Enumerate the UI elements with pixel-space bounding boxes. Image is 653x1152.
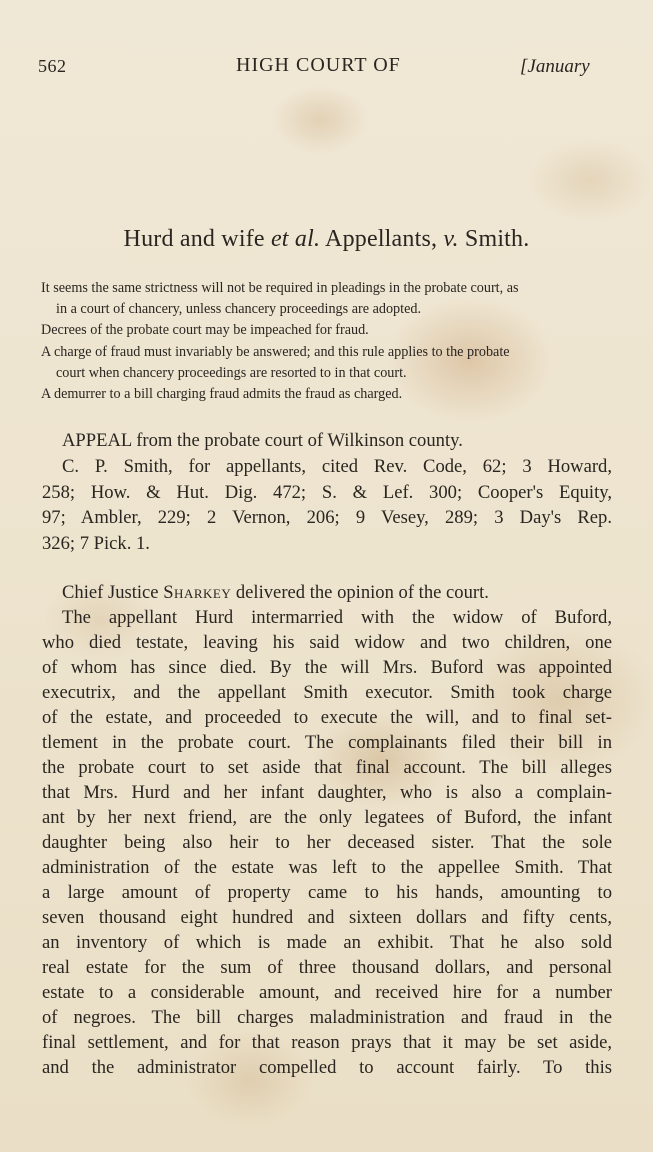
- opinion-line: real estate for the sum of three thousand dollars, and personal: [42, 957, 612, 978]
- opinion-line: final settlement, and for that reason prays that it may be set aside,: [42, 1032, 612, 1053]
- headnote-line: It seems the same strictness will not be required in pleadings in the probate court, as: [41, 280, 519, 296]
- opinion-line: an inventory of which is made an exhibit. That he also sold: [42, 932, 612, 953]
- running-head-court: HIGH COURT OF: [236, 54, 401, 76]
- justice-name: Sharkey: [163, 582, 232, 603]
- opinion-line: ant by her next friend, are the only legatees of Buford, the infant: [42, 807, 612, 828]
- headnote-line: Decrees of the probate court may be impeached for fraud.: [41, 322, 369, 338]
- opinion-line: of whom has since died. By the will Mrs. Buford was appointed: [42, 657, 612, 678]
- appeal-line: 97; Ambler, 229; 2 Vernon, 206; 9 Vesey, 289; 3 Day's Rep.: [42, 507, 612, 528]
- case-title-et-al: et al.: [270, 226, 321, 252]
- appeal-line: C. P. Smith, for appellants, cited Rev. Code, 62; 3 Howard,: [62, 456, 612, 477]
- case-title-versus: v.: [443, 226, 459, 252]
- opinion-line: and the administrator compelled to account fairly. To this: [42, 1057, 612, 1078]
- opinion-line: of negroes. The bill charges maladministration and fraud in the: [42, 1007, 612, 1028]
- running-head-month: [January: [520, 56, 590, 77]
- opinion-line: daughter being also heir to her deceased sister. That the sole: [42, 832, 612, 853]
- headnote-line: court when chancery proceedings are resorted to in that court.: [56, 365, 407, 381]
- headnote-line: in a court of chancery, unless chancery proceedings are adopted.: [56, 301, 422, 317]
- opinion-line: the probate court to set aside that final account. The bill alleges: [42, 757, 612, 778]
- opinion-line: that Mrs. Hurd and her infant daughter, who is also a complain-: [42, 782, 612, 803]
- headnote-line: A charge of fraud must invariably be answered; and this rule applies to the probate: [41, 344, 510, 360]
- appeal-line: APPEAL from the probate court of Wilkinson county.: [62, 430, 463, 451]
- opinion-line: a large amount of property came to his hands, amounting to: [42, 882, 612, 903]
- opinion-line: estate to a considerable amount, and received hire for a number: [42, 982, 612, 1003]
- opinion-line: who died testate, leaving his said widow and two children, one: [42, 632, 612, 653]
- headnote-line: A demurrer to a bill charging fraud admits the fraud as charged.: [41, 386, 403, 402]
- case-title: [0, 226, 653, 253]
- opinion-intro-before: Chief Justice: [62, 582, 164, 603]
- appeal-line: 258; How. & Hut. Dig. 472; S. & Lef. 300; Cooper's Equity,: [42, 482, 612, 503]
- opinion-line: tlement in the probate court. The complainants filed their bill in: [42, 732, 612, 753]
- page-number: 562: [38, 56, 67, 76]
- opinion-line: executrix, and the appellant Smith executor. Smith took charge: [42, 682, 612, 703]
- opinion-line: of the estate, and proceeded to execute the will, and to final set-: [42, 707, 612, 728]
- opinion-intro-after: delivered the opinion of the court.: [231, 582, 489, 603]
- opinion-intro: [62, 580, 489, 605]
- case-title-appellants: Appellants,: [320, 226, 444, 252]
- opinion-line: administration of the estate was left to the appellee Smith. That: [42, 857, 612, 878]
- opinion-line: seven thousand eight hundred and sixteen dollars and fifty cents,: [42, 907, 612, 928]
- case-title-parties: Hurd and wife: [123, 226, 271, 252]
- appeal-line: 326; 7 Pick. 1.: [42, 533, 150, 554]
- opinion-line: The appellant Hurd intermarried with the widow of Buford,: [62, 607, 612, 628]
- running-head: [0, 54, 653, 84]
- case-title-respondent: Smith.: [458, 226, 530, 252]
